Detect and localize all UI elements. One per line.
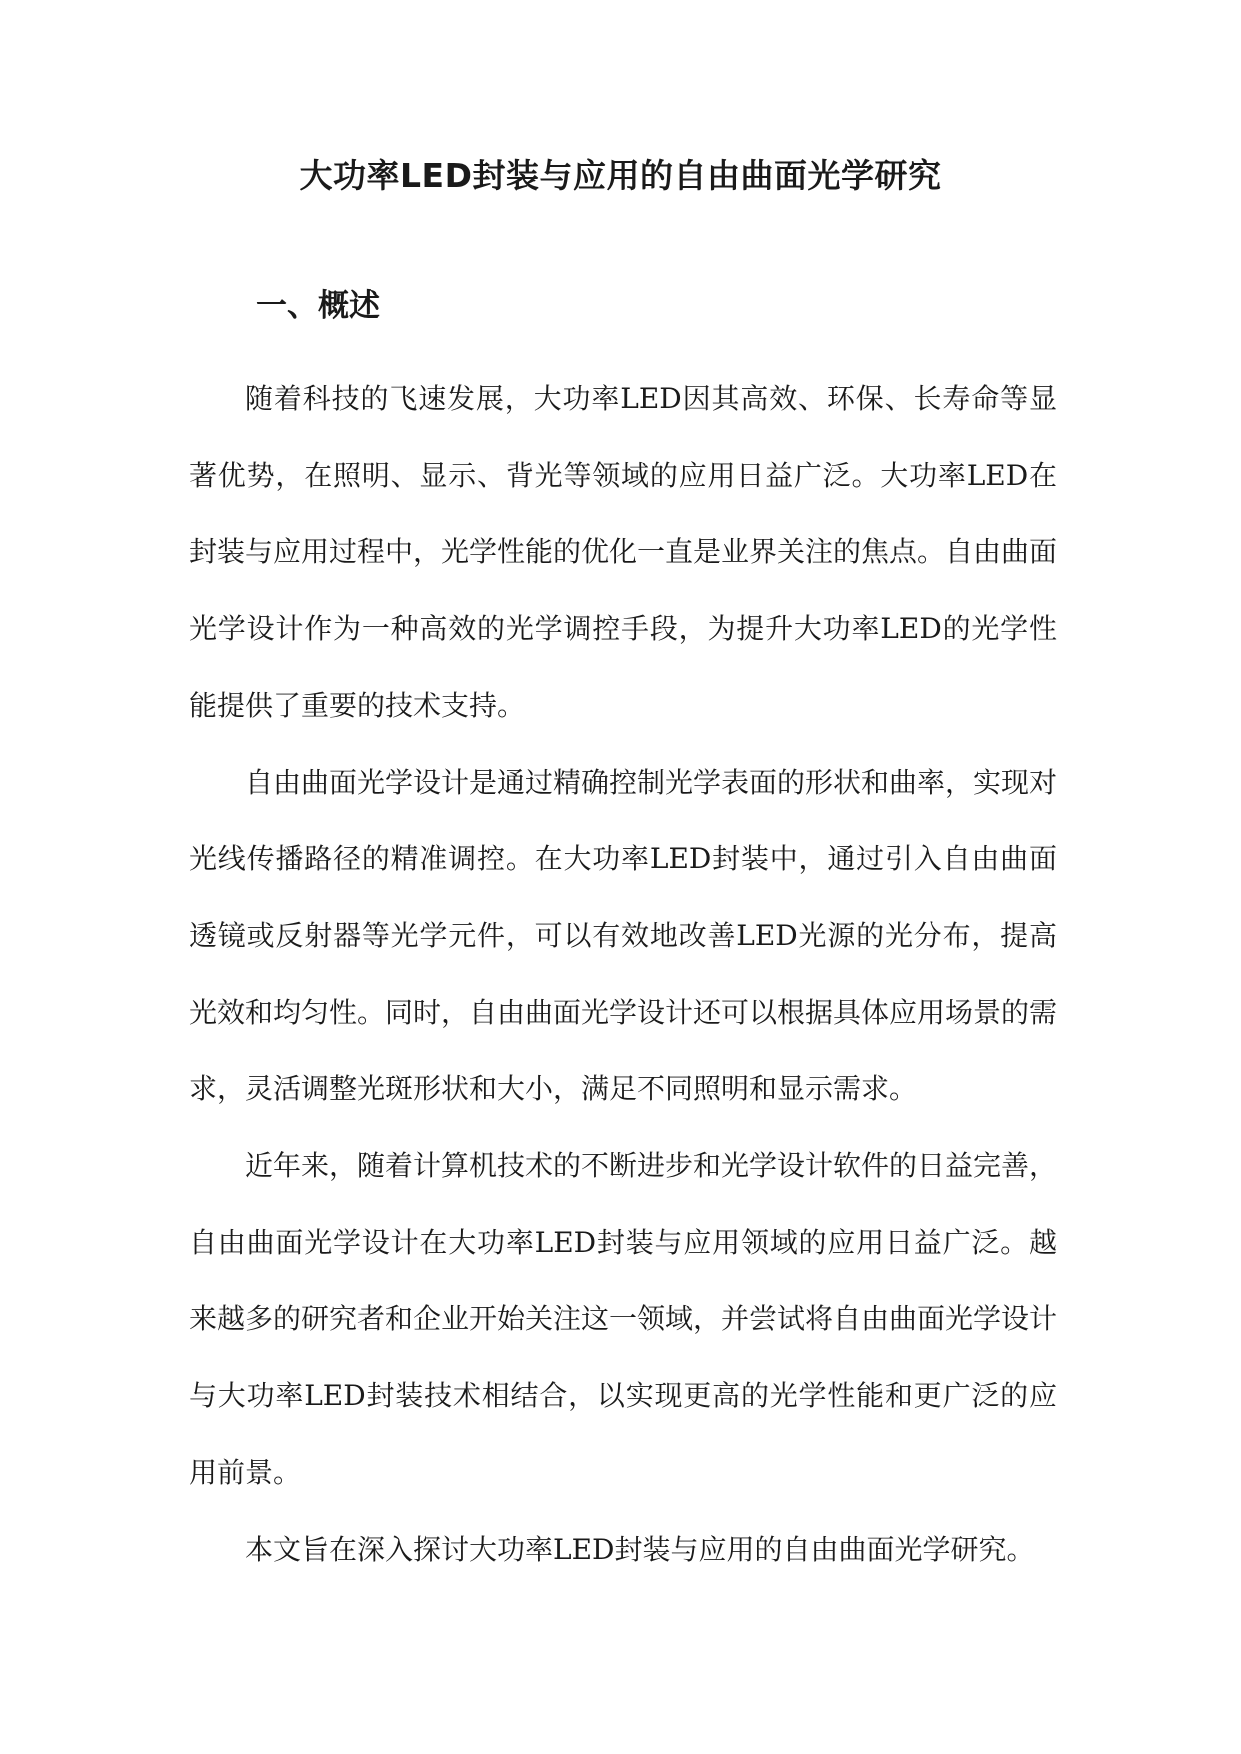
body-text bbox=[189, 361, 1057, 1588]
paragraph: 本文旨在深入探讨大功率LED封装与应用的自由曲面光学研究。 bbox=[245, 1532, 1035, 1566]
document-title: 大功率LED封装与应用的自由曲面光学研究 bbox=[299, 156, 942, 195]
paragraph: 随着科技的飞速发展，大功率LED因其高效、环保、长寿命等显著优势，在照明、显示、背光等领域的应用日益广泛。大功率LED在封装与应用过程中，光学性能的优化一直是业界关注的焦点。自由曲面光学设计作为一种高效的光学调控手段，为提升大功率LED的光学性能提供了重要的技术支持。 bbox=[189, 382, 1058, 722]
section-heading: 一、概述 bbox=[256, 288, 380, 324]
paragraph: 近年来，随着计算机技术的不断进步和光学设计软件的日益完善，自由曲面光学设计在大功率LED封装与应用领域的应用日益广泛。越来越多的研究者和企业开始关注这一领域，并尝试将自由曲面光学设计与大功率LED封装技术相结合，以实现更高的光学性能和更广泛的应用前景。 bbox=[189, 1149, 1058, 1489]
paragraph: 自由曲面光学设计是通过精确控制光学表面的形状和曲率，实现对光线传播路径的精准调控。在大功率LED封装中，通过引入自由曲面透镜或反射器等光学元件，可以有效地改善LED光源的光分布，提高光效和均匀性。同时，自由曲面光学设计还可以根据具体应用场景的需求，灵活调整光斑形状和大小，满足不同照明和显示需求。 bbox=[189, 765, 1058, 1106]
